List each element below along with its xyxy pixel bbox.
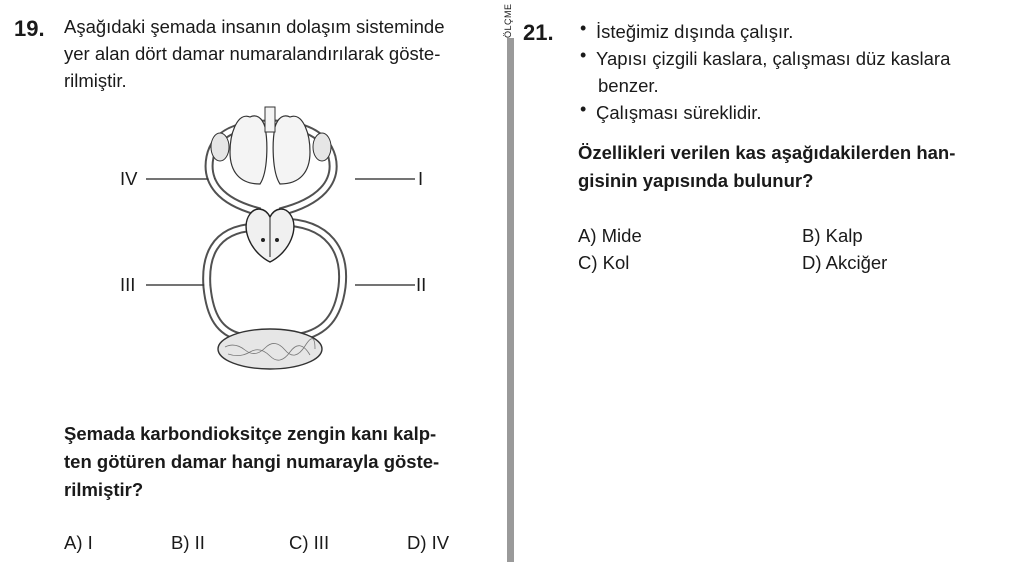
question-21-number: 21. [523,20,554,45]
q21-bullet-3: Çalışması süreklidir. [596,102,762,123]
bullet-icon: • [580,45,587,65]
circulatory-system-diagram [110,102,430,392]
label-ii: II [416,274,427,295]
q19-option-a[interactable]: A) I [64,532,93,553]
capillary-bed [218,329,322,369]
label-i: I [418,168,424,189]
left-lung [230,116,267,184]
right-lung [273,116,310,184]
q19-question-line-2: ten götüren damar hangi numarayla göste- [64,451,440,472]
q19-stem-line-2: yer alan dört damar numaralandırılarak göste- [64,43,441,64]
q19-option-b[interactable]: B) II [171,532,205,553]
question-19-number: 19. [14,16,45,41]
q21-question-line-1: Özellikleri verilen kas aşağıdakilerden han- [578,142,956,163]
q19-question-line-3: rilmiştir? [64,479,144,500]
bullet-icon: • [580,18,587,38]
margin-label: ÖLÇME [503,3,513,38]
q21-option-b[interactable]: B) Kalp [802,225,863,246]
q21-bullet-2-line-2: benzer. [598,75,659,96]
q19-option-d[interactable]: D) IV [407,532,450,553]
label-iv: IV [120,168,138,189]
q21-bullet-1: İsteğimiz dışında çalışır. [596,21,794,42]
q21-option-d[interactable]: D) Akciğer [802,252,888,273]
q19-stem-line-1: Aşağıdaki şemada insanın dolaşım sisteminde [64,16,445,37]
label-iii: III [120,274,136,295]
q19-stem-line-3: rilmiştir. [64,70,127,91]
q21-option-a[interactable]: A) Mide [578,225,642,246]
q21-bullet-2-line-1: Yapısı çizgili kaslara, çalışması düz kaslara [596,48,951,69]
column-divider [507,38,514,562]
bullet-icon: • [580,99,587,119]
q21-question-line-2: gisinin yapısında bulunur? [578,170,814,191]
q19-question-line-1: Şemada karbondioksitçe zengin kanı kalp- [64,423,437,444]
q19-option-c[interactable]: C) III [289,532,330,553]
q21-option-c[interactable]: C) Kol [578,252,630,273]
